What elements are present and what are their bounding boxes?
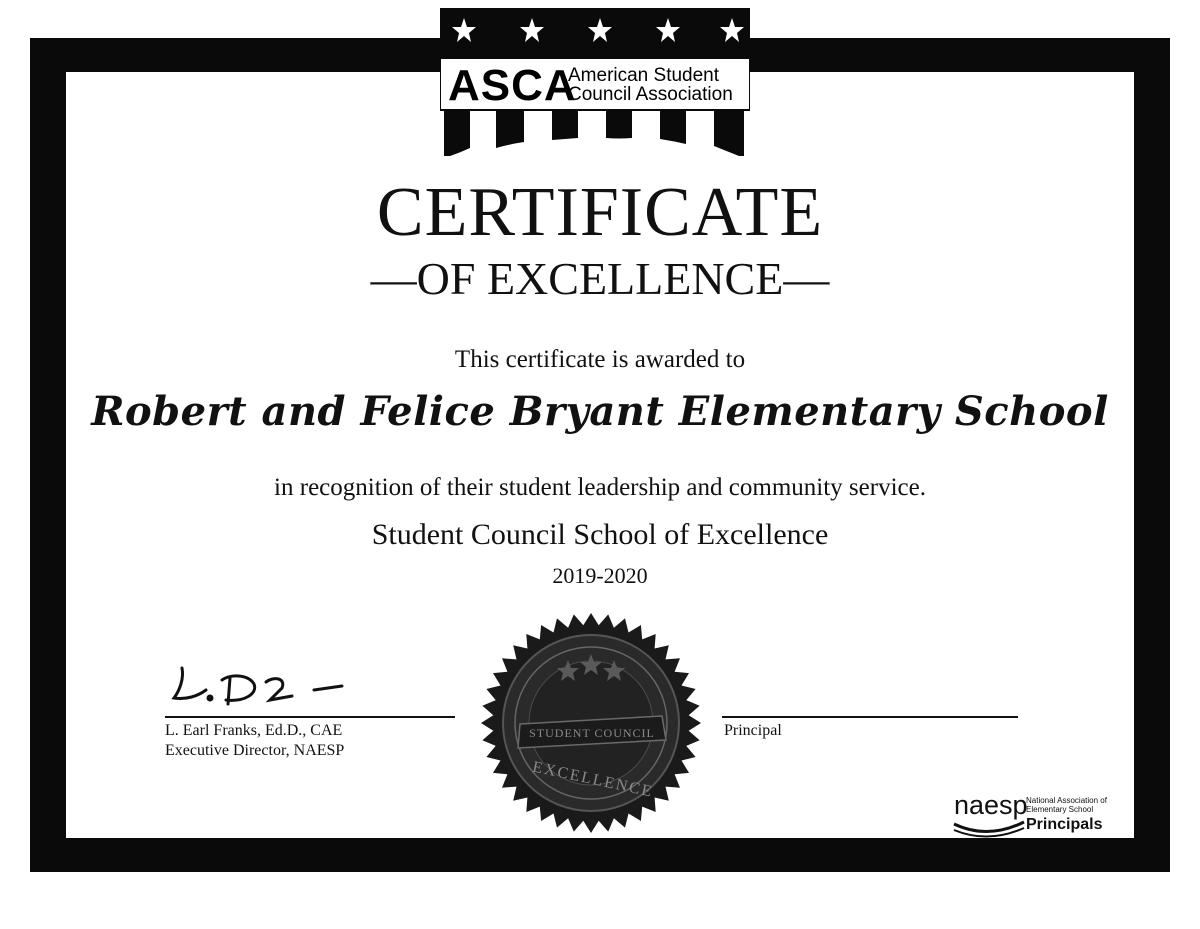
asca-full-name xyxy=(568,66,748,104)
award-year: 2019-2020 xyxy=(552,563,648,588)
handwritten-signature xyxy=(170,660,360,716)
right-signature-line xyxy=(722,716,1018,718)
naesp-name-line1: National Association of xyxy=(1026,796,1107,805)
naesp-name-line2: Elementary School xyxy=(1026,805,1094,814)
left-signer-title: Executive Director, NAESP xyxy=(165,742,345,759)
embossed-seal xyxy=(480,612,702,834)
asca-abbreviation: ASCA xyxy=(448,61,577,110)
left-signature-line xyxy=(165,716,455,718)
asca-name-line2: Council Association xyxy=(568,84,733,105)
asca-name-line1: American Student xyxy=(568,65,720,86)
asca-logo xyxy=(440,8,750,156)
certificate-subtitle: —OF EXCELLENCE— xyxy=(370,253,830,304)
naesp-logo xyxy=(950,790,1125,840)
certificate-title: CERTIFICATE xyxy=(376,174,824,251)
right-signer-title: Principal xyxy=(724,722,782,739)
recipient-name: Robert and Felice Bryant Elementary School xyxy=(91,388,1109,435)
naesp-swoosh-icon xyxy=(952,818,1026,840)
naesp-wordmark: naesp xyxy=(954,790,1028,820)
seal-bottom-text: EXCELLENCE xyxy=(530,758,655,801)
left-signer-name: L. Earl Franks, Ed.D., CAE xyxy=(165,722,343,739)
seal-ribbon-text: STUDENT COUNCIL xyxy=(529,726,655,740)
awarded-to-text: This certificate is awarded to xyxy=(454,346,746,373)
recognition-text: in recognition of their student leadership and community service. xyxy=(274,474,926,501)
naesp-name-line3: Principals xyxy=(1026,816,1103,833)
award-name: Student Council School of Excellence xyxy=(371,518,829,551)
